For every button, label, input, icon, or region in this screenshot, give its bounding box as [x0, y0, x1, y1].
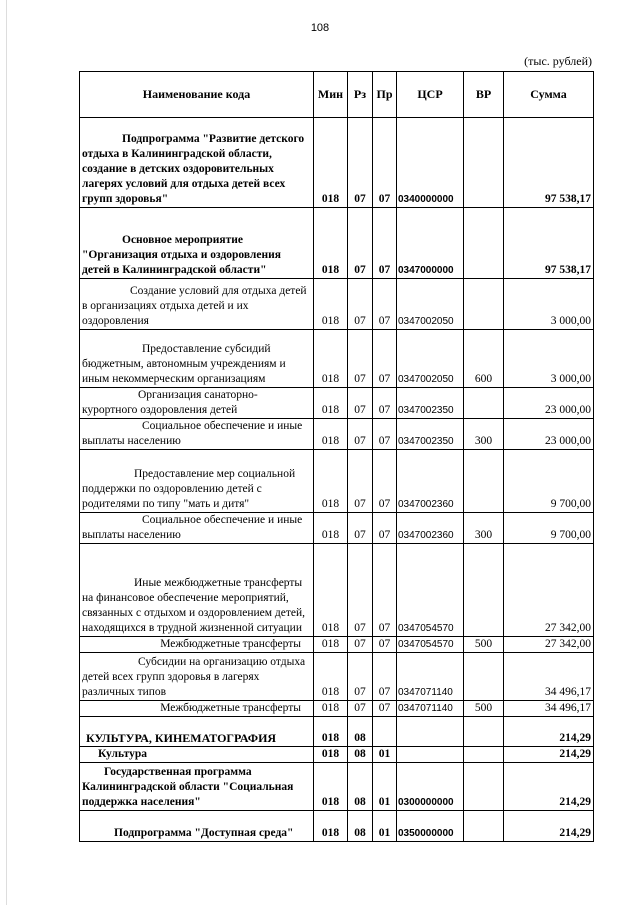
header-row	[80, 72, 594, 118]
row-rz: 07	[348, 279, 373, 330]
row-rz: 07	[348, 513, 373, 544]
row-vr	[464, 118, 504, 208]
row-vr	[464, 544, 504, 637]
row-csr: 0300000000	[397, 763, 464, 811]
row-vr	[464, 747, 504, 763]
row-csr: 0347002360	[397, 513, 464, 544]
row-sum: 97 538,17	[504, 118, 594, 208]
row-min: 018	[314, 811, 348, 842]
row-name: Иные межбюджетные трансферты на финансовое обеспечение мероприятий, связанных с отдыхом и оздоровлением детей, находящихся в трудной жизненной ситуации	[80, 544, 314, 637]
row-sum: 9 700,00	[504, 450, 594, 513]
table-row	[80, 208, 594, 279]
table-row	[80, 701, 594, 717]
row-sum: 27 342,00	[504, 544, 594, 637]
row-vr	[464, 811, 504, 842]
row-pr: 01	[373, 747, 397, 763]
row-vr: 300	[464, 419, 504, 450]
table-row	[80, 279, 594, 330]
row-pr: 01	[373, 763, 397, 811]
header-pr: Пр	[373, 72, 397, 118]
row-rz: 07	[348, 118, 373, 208]
row-min: 018	[314, 701, 348, 717]
header-rz: Рз	[348, 72, 373, 118]
table-row	[80, 653, 594, 701]
row-pr: 07	[373, 279, 397, 330]
row-rz: 07	[348, 544, 373, 637]
row-sum: 214,29	[504, 763, 594, 811]
row-name: Межбюджетные трансферты	[80, 637, 314, 653]
row-pr: 07	[373, 653, 397, 701]
row-rz: 07	[348, 450, 373, 513]
row-name: КУЛЬТУРА, КИНЕМАТОГРАФИЯ	[80, 717, 314, 747]
row-pr: 07	[373, 208, 397, 279]
row-pr: 07	[373, 450, 397, 513]
row-rz: 07	[348, 419, 373, 450]
row-min: 018	[314, 450, 348, 513]
row-csr: 0347054570	[397, 544, 464, 637]
row-csr: 0347002360	[397, 450, 464, 513]
row-sum: 3 000,00	[504, 330, 594, 388]
row-name: Субсидии на организацию отдыха детей всех групп здоровья в лагерях различных типов	[80, 653, 314, 701]
row-rz: 07	[348, 701, 373, 717]
table-row	[80, 811, 594, 842]
row-rz: 07	[348, 637, 373, 653]
table-row	[80, 419, 594, 450]
row-sum: 34 496,17	[504, 701, 594, 717]
row-pr: 07	[373, 118, 397, 208]
row-csr: 0347054570	[397, 637, 464, 653]
row-min: 018	[314, 279, 348, 330]
row-vr: 600	[464, 330, 504, 388]
row-min: 018	[314, 637, 348, 653]
row-rz: 08	[348, 747, 373, 763]
row-pr: 07	[373, 637, 397, 653]
row-vr	[464, 763, 504, 811]
row-sum: 214,29	[504, 811, 594, 842]
table-row	[80, 450, 594, 513]
row-csr: 0347000000	[397, 208, 464, 279]
row-sum: 214,29	[504, 717, 594, 747]
table-row	[80, 763, 594, 811]
row-csr: 0347071140	[397, 653, 464, 701]
row-pr: 07	[373, 330, 397, 388]
budget-table	[79, 71, 594, 842]
row-name: Организация санаторно-курортного оздоровления детей	[80, 388, 314, 419]
row-sum: 34 496,17	[504, 653, 594, 701]
row-csr	[397, 747, 464, 763]
row-name: Предоставление субсидий бюджетным, автономным учреждениям и иным некоммерческим организациям	[80, 330, 314, 388]
table-row	[80, 637, 594, 653]
row-min: 018	[314, 118, 348, 208]
page-edge-line	[6, 0, 7, 905]
unit-label: (тыс. рублей)	[524, 54, 592, 68]
row-rz: 08	[348, 717, 373, 747]
table-row	[80, 513, 594, 544]
row-csr	[397, 717, 464, 747]
row-name: Социальное обеспечение и иные выплаты населению	[80, 513, 314, 544]
row-name: Социальное обеспечение и иные выплаты населению	[80, 419, 314, 450]
row-name: Подпрограмма "Развитие детского отдыха в Калининградской области, создание в детских оздоровительных лагерях условий для отдыха детей всех групп здоровья"	[80, 118, 314, 208]
row-vr	[464, 279, 504, 330]
row-vr	[464, 388, 504, 419]
page-number: 108	[310, 22, 330, 34]
row-sum: 214,29	[504, 747, 594, 763]
row-vr: 300	[464, 513, 504, 544]
row-name: Предоставление мер социальной поддержки по оздоровлению детей с родителями по типу "мать и дитя"	[80, 450, 314, 513]
table-row	[80, 544, 594, 637]
table-row	[80, 118, 594, 208]
row-name: Культура	[80, 747, 314, 763]
row-rz: 08	[348, 811, 373, 842]
row-sum: 3 000,00	[504, 279, 594, 330]
header-vr: ВР	[464, 72, 504, 118]
row-pr: 07	[373, 419, 397, 450]
row-pr	[373, 717, 397, 747]
row-vr	[464, 208, 504, 279]
row-sum: 27 342,00	[504, 637, 594, 653]
header-min: Мин	[314, 72, 348, 118]
row-csr: 0347002350	[397, 388, 464, 419]
row-sum: 23 000,00	[504, 388, 594, 419]
row-pr: 07	[373, 388, 397, 419]
row-name: Межбюджетные трансферты	[80, 701, 314, 717]
row-csr: 0347071140	[397, 701, 464, 717]
row-vr	[464, 717, 504, 747]
row-vr	[464, 653, 504, 701]
row-rz: 07	[348, 330, 373, 388]
row-name: Создание условий для отдыха детей в организациях отдыха детей и их оздоровления	[80, 279, 314, 330]
row-csr: 0347002050	[397, 279, 464, 330]
row-rz: 07	[348, 208, 373, 279]
row-min: 018	[314, 747, 348, 763]
row-pr: 01	[373, 811, 397, 842]
row-min: 018	[314, 513, 348, 544]
row-csr: 0350000000	[397, 811, 464, 842]
row-min: 018	[314, 388, 348, 419]
row-sum: 97 538,17	[504, 208, 594, 279]
row-pr: 07	[373, 544, 397, 637]
row-name: Подпрограмма "Доступная среда"	[80, 811, 314, 842]
row-sum: 23 000,00	[504, 419, 594, 450]
header-name: Наименование кода	[80, 72, 314, 118]
row-vr: 500	[464, 701, 504, 717]
row-min: 018	[314, 330, 348, 388]
row-rz: 07	[348, 388, 373, 419]
table-row	[80, 388, 594, 419]
row-pr: 07	[373, 513, 397, 544]
row-rz: 07	[348, 653, 373, 701]
row-csr: 0340000000	[397, 118, 464, 208]
row-min: 018	[314, 208, 348, 279]
row-min: 018	[314, 653, 348, 701]
header-csr: ЦСР	[397, 72, 464, 118]
row-csr: 0347002350	[397, 419, 464, 450]
row-vr	[464, 450, 504, 513]
row-csr: 0347002050	[397, 330, 464, 388]
row-name: Государственная программа Калининградской области "Социальная поддержка населения"	[80, 763, 314, 811]
table-row	[80, 717, 594, 747]
row-sum: 9 700,00	[504, 513, 594, 544]
row-min: 018	[314, 419, 348, 450]
table-row	[80, 330, 594, 388]
row-min: 018	[314, 717, 348, 747]
row-min: 018	[314, 544, 348, 637]
table-row	[80, 747, 594, 763]
row-rz: 08	[348, 763, 373, 811]
row-min: 018	[314, 763, 348, 811]
row-vr: 500	[464, 637, 504, 653]
header-sum: Сумма	[504, 72, 594, 118]
row-pr: 07	[373, 701, 397, 717]
row-name: Основное мероприятие "Организация отдыха и оздоровления детей в Калининградской области"	[80, 208, 314, 279]
